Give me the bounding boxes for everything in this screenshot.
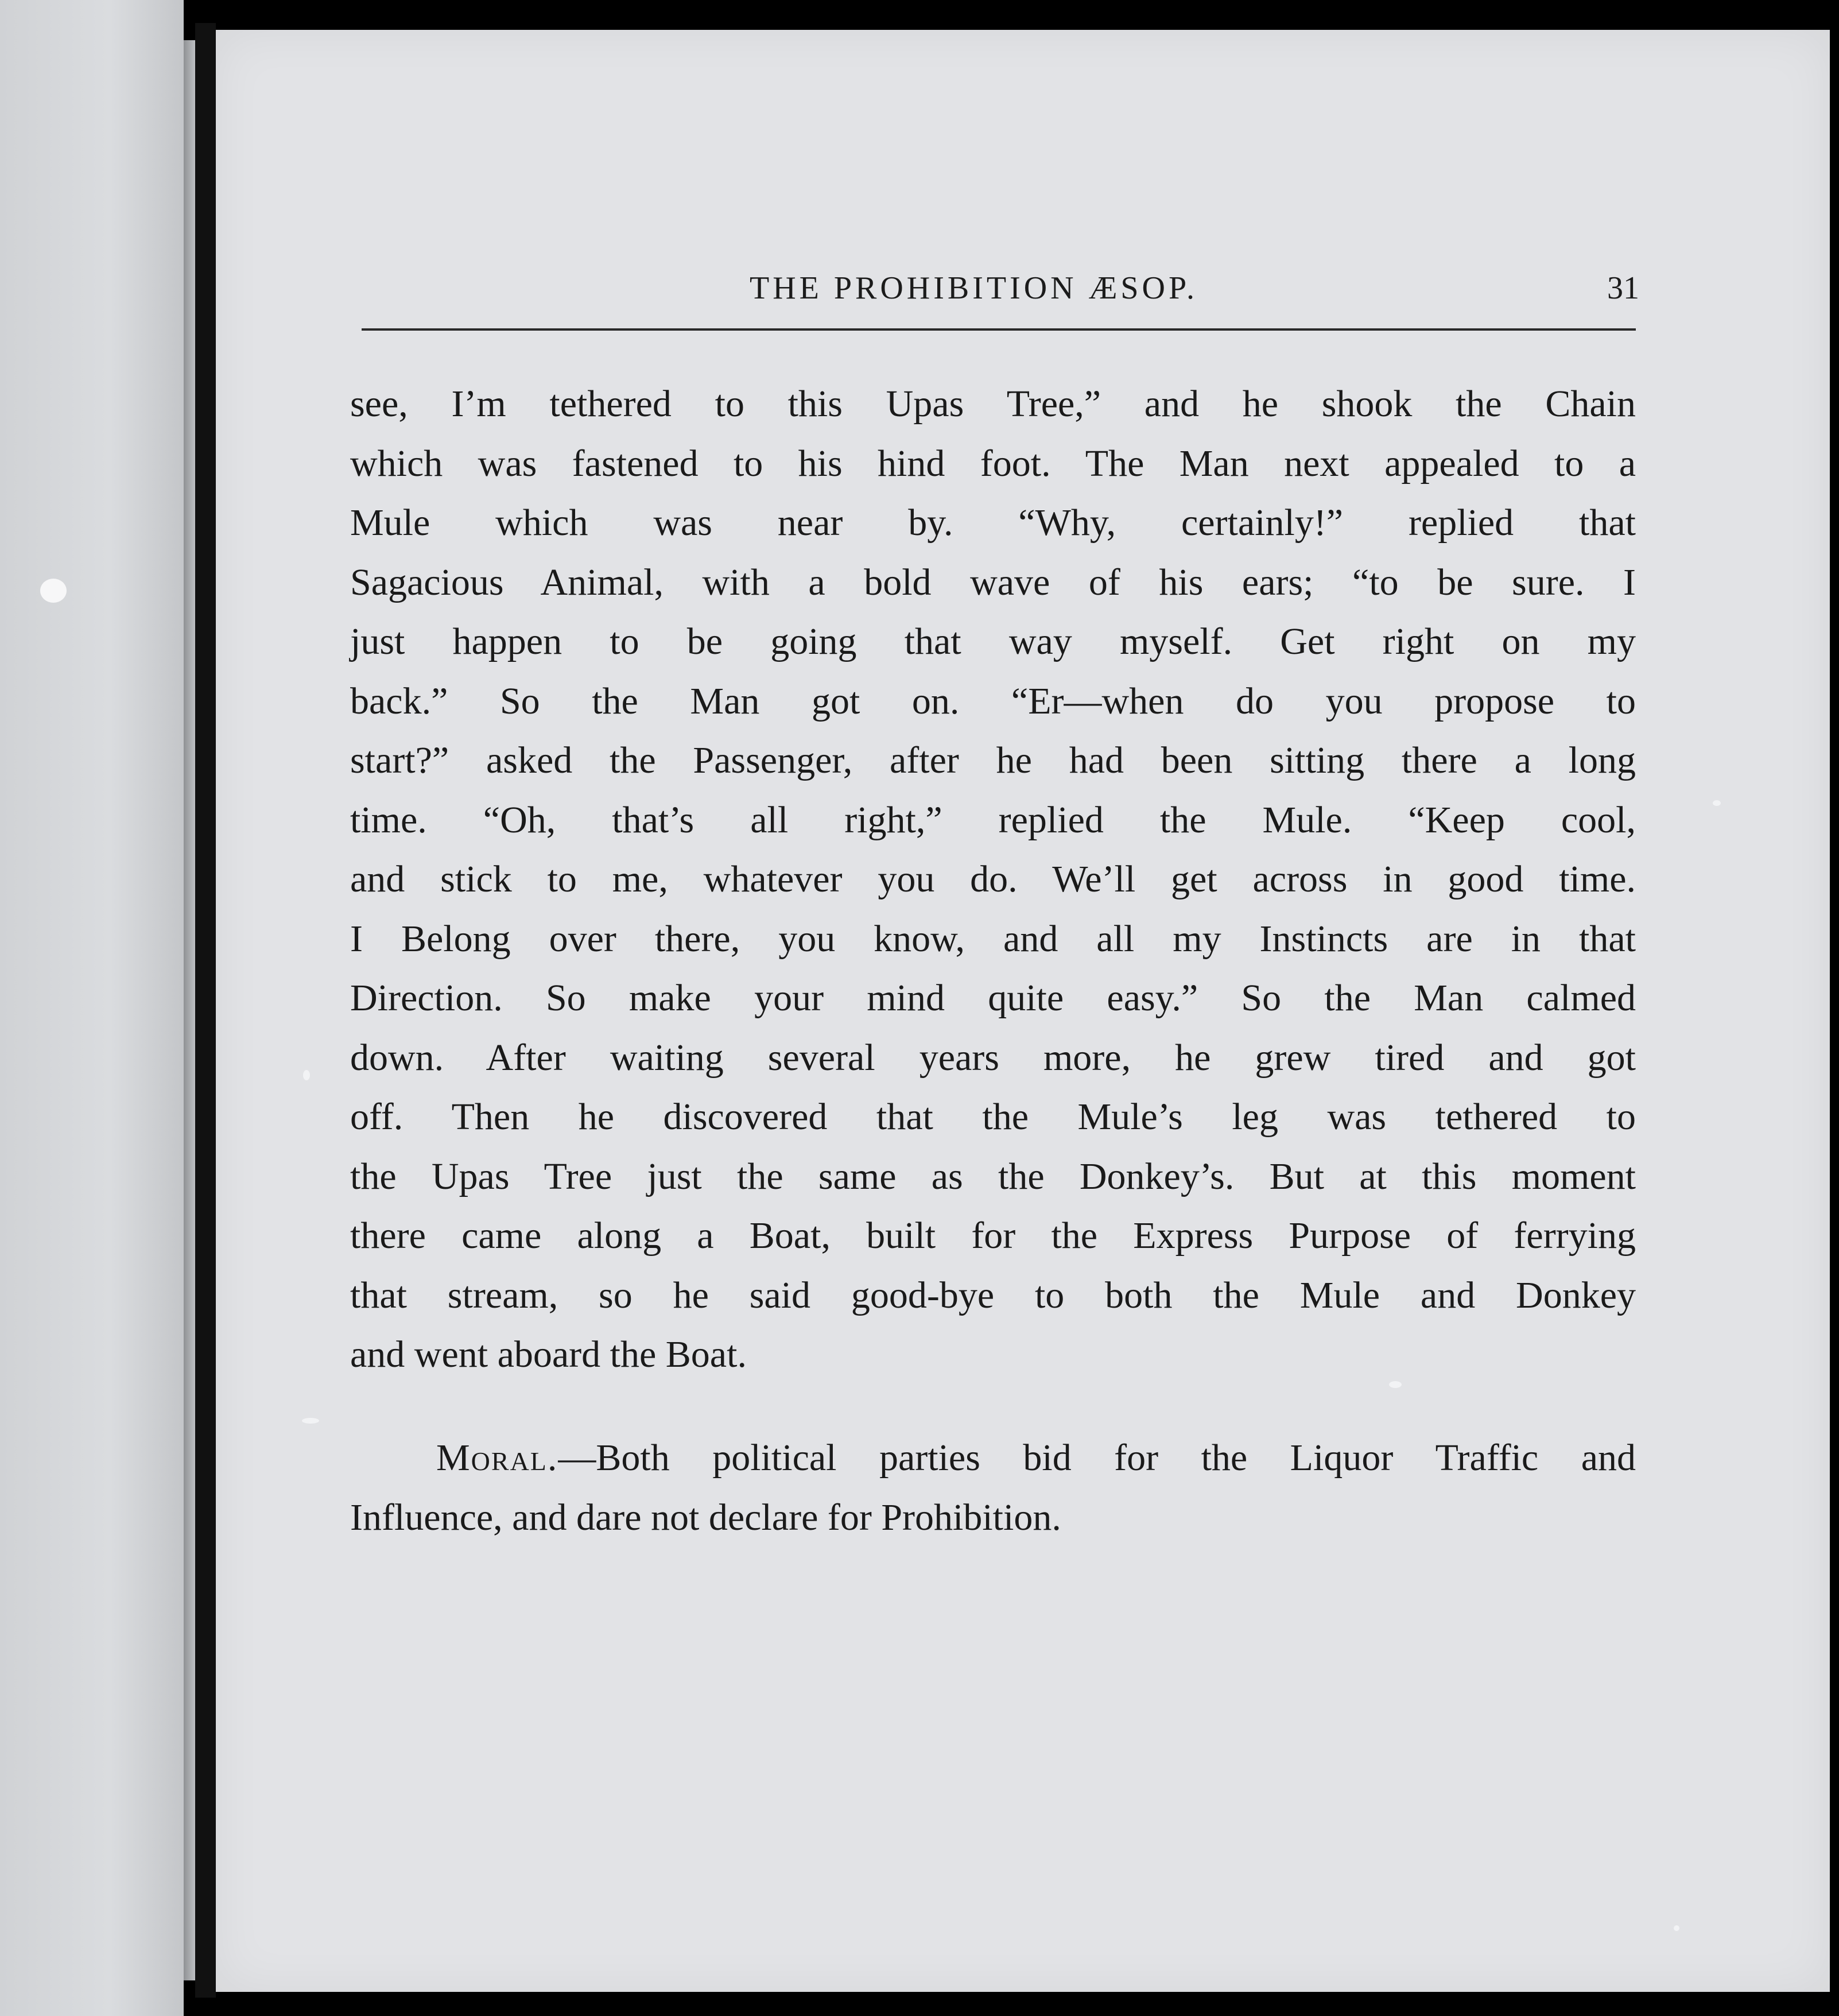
text-line: time. “Oh, that’s all right,” replied the Mule. “Keep cool,: [350, 798, 1636, 841]
running-title: THE PROHIBITION ÆSOP.: [750, 270, 1198, 306]
text-line: just happen to be going that way myself. Get right on my: [350, 621, 1636, 662]
text-line: that stream, so he said good-bye to both the Mule and Donkey: [350, 1274, 1636, 1316]
paper-speck: [1674, 1925, 1679, 1931]
text-line: Direction. So make your mind quite easy.” So the Man calmed: [350, 977, 1636, 1019]
paper-speck: [302, 1418, 319, 1424]
text-line: there came along a Boat, built for the Express Purpose of ferrying: [350, 1215, 1636, 1257]
text-line: Sagacious Animal, with a bold wave of his ears; “to be sure. I: [350, 561, 1636, 603]
moral-label: Moral.: [436, 1437, 558, 1479]
page-number: 31: [1607, 270, 1639, 306]
header-rule: [362, 328, 1636, 331]
text-line: off. Then he discovered that the Mule’s leg was tethered to: [350, 1096, 1636, 1138]
text-line: Mule which was near by. “Why, certainly!” replied that: [350, 502, 1636, 544]
running-head: [216, 265, 1830, 311]
paper-speck: [1389, 1381, 1402, 1388]
text-line: see, I’m tethered to this Upas Tree,” and he shook the Chain: [350, 383, 1636, 425]
book-gutter: [195, 23, 216, 1998]
text-line: start?” asked the Passenger, after he had been sitting there a long: [350, 739, 1636, 781]
fable-text: [350, 374, 1636, 1385]
text-line: down. After waiting several years more, he grew tired and got: [350, 1036, 1636, 1079]
book-page: [216, 30, 1830, 1992]
page-edge: [184, 40, 195, 1980]
text-line: and stick to me, whatever you do. We’ll get across in good time.: [350, 858, 1636, 900]
moral-line: [350, 1428, 1636, 1488]
paper-speck: [1713, 800, 1721, 806]
text-line: the Upas Tree just the same as the Donkey’s. But at this moment: [350, 1155, 1636, 1197]
text-line: back.” So the Man got on. “Er—when do you propose to: [350, 680, 1636, 722]
text-line: which was fastened to his hind foot. The Man next appealed to a: [350, 442, 1636, 484]
moral-line: Influence, and dare not declare for Prohibition.: [350, 1496, 1061, 1538]
left-page-fragment: [0, 0, 184, 2016]
text-line: and went aboard the Boat.: [350, 1333, 747, 1375]
paper-speck: [40, 579, 67, 603]
moral-text: —Both political parties bid for the Liquor Traffic and: [558, 1437, 1636, 1479]
moral-paragraph: [350, 1428, 1636, 1547]
text-line: I Belong over there, you know, and all my Instincts are in that: [350, 917, 1636, 960]
paper-speck: [303, 1070, 310, 1080]
